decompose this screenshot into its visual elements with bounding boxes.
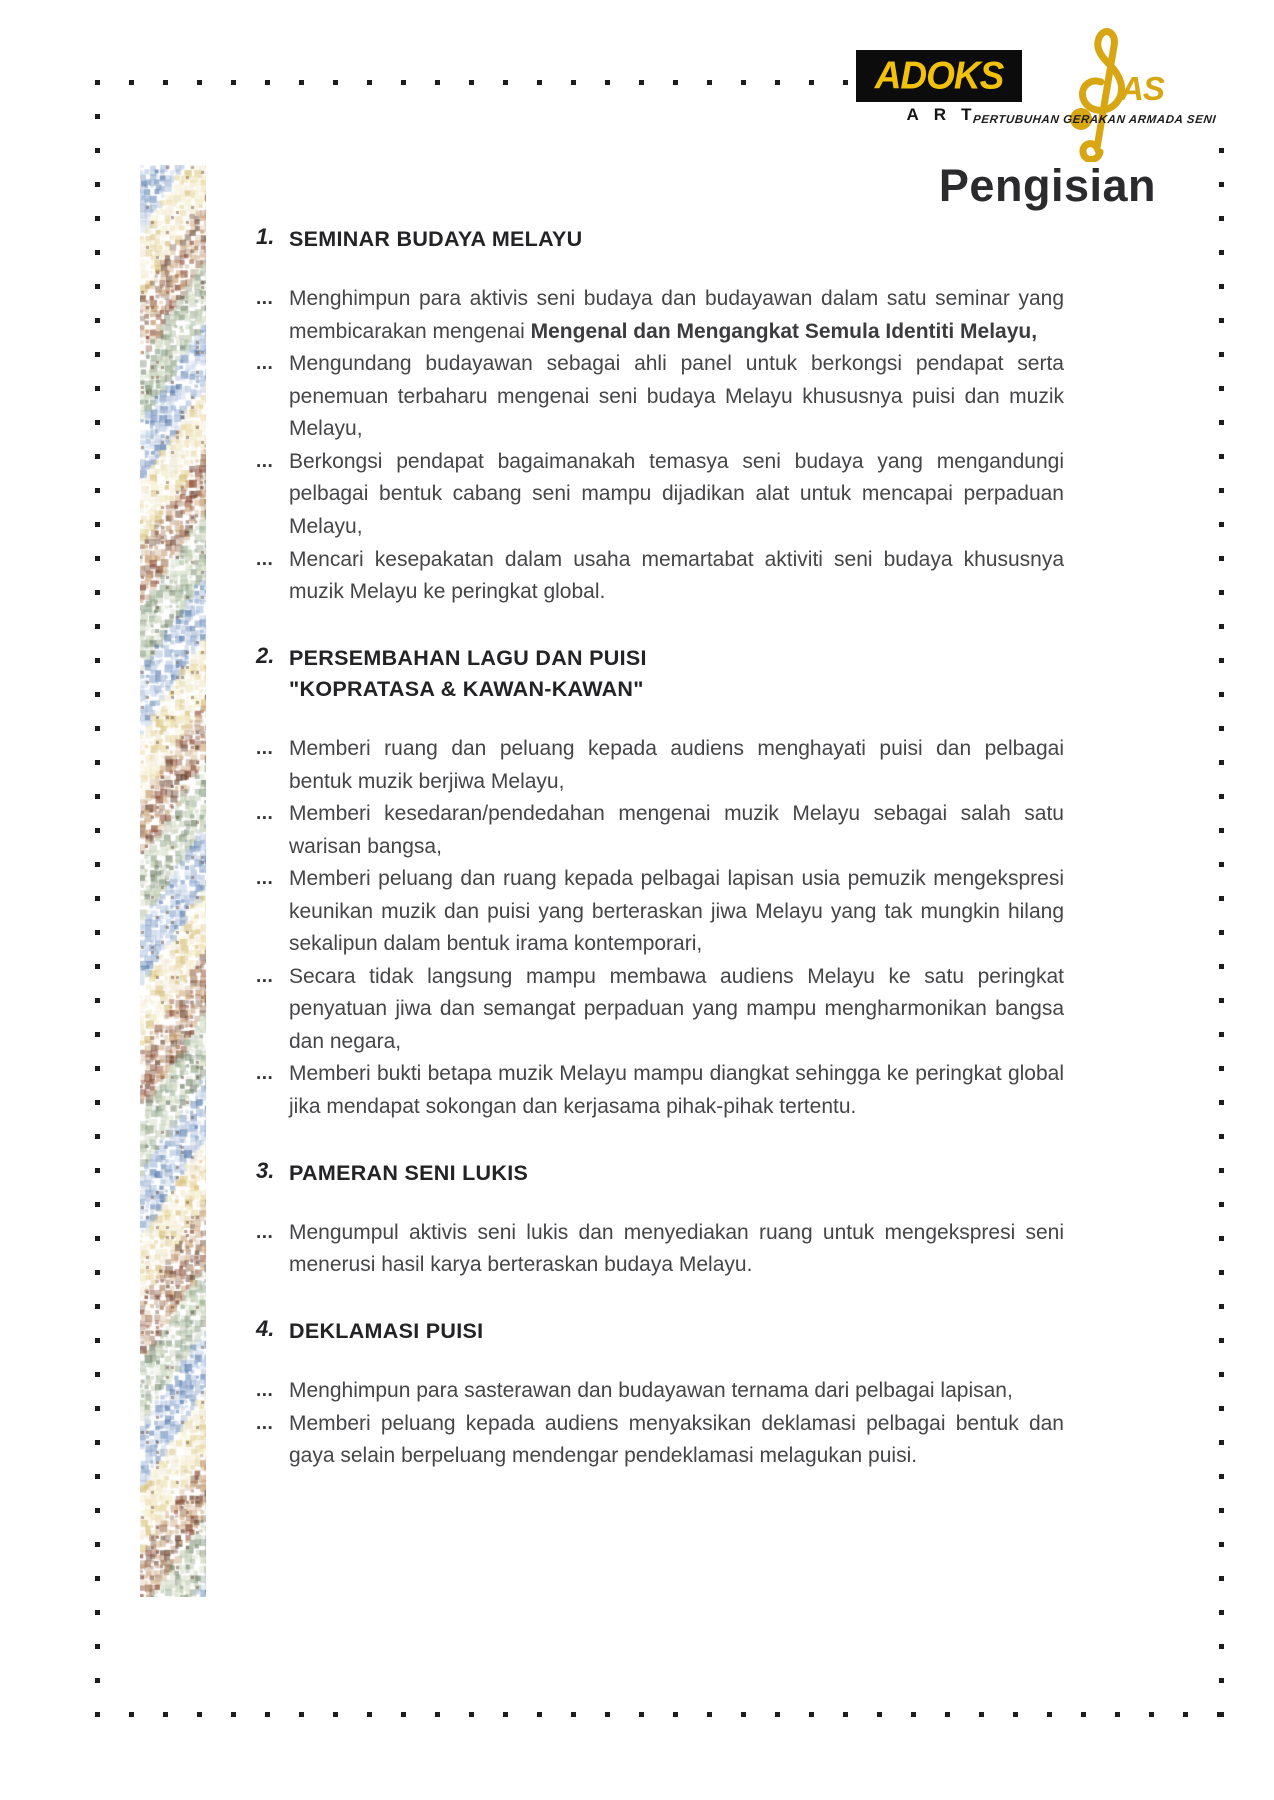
bullet-text-run: Menghimpun para aktivis seni budaya dan budayawan dalam satu seminar yang membicarakan mengenai bbox=[289, 287, 1064, 343]
bullet-marker: ... bbox=[256, 1379, 274, 1401]
bullet-marker: ... bbox=[256, 288, 274, 310]
section-2 bbox=[256, 643, 1064, 1124]
section-title bbox=[289, 643, 647, 705]
bullet-text-run: Secara tidak langsung mampu membawa audiens Melayu ke satu peringkat penyatuan jiwa dan semangat perpaduan yang mampu mengharmonikan bangsa dan negara, bbox=[289, 964, 1064, 1053]
bullet-text bbox=[289, 798, 1064, 863]
adoks-art-label: ART bbox=[906, 105, 987, 124]
list-item bbox=[256, 1058, 1064, 1123]
bullet-marker: ... bbox=[256, 353, 274, 375]
bullet-text-run: Mengundang budayawan sebagai ahli panel untuk berkongsi pendapat serta penemuan terbaharu mengenai seni budaya Melayu khususnya puisi dan muzik Melayu, bbox=[289, 352, 1064, 441]
bullet-marker: ... bbox=[256, 548, 274, 570]
section-title-line: DEKLAMASI PUISI bbox=[289, 1318, 484, 1343]
adoks-logo-box bbox=[856, 50, 1022, 102]
bullet-text-run: Memberi peluang kepada audiens menyaksikan deklamasi pelbagai bentuk dan gaya selain berpeluang mendengar pendeklamasi melagukan puisi. bbox=[289, 1411, 1064, 1468]
list-item bbox=[256, 733, 1064, 798]
bullet-text-run: Memberi ruang dan peluang kepada audiens menghayati puisi dan pelbagai bentuk muzik berjiwa Melayu, bbox=[289, 736, 1064, 793]
bullet-text bbox=[289, 446, 1064, 544]
bullet-marker: ... bbox=[256, 803, 274, 825]
list-item bbox=[256, 348, 1064, 446]
bullet-text bbox=[289, 733, 1064, 798]
section-title-line: PAMERAN SENI LUKIS bbox=[289, 1160, 529, 1185]
section-title bbox=[289, 1158, 528, 1189]
section-number: 1. bbox=[256, 224, 275, 249]
gas-abbr-text: AS bbox=[1120, 70, 1164, 107]
section-title-line: "KOPRATASA & KAWAN-KAWAN" bbox=[289, 676, 644, 701]
bullet-text bbox=[289, 1375, 1064, 1408]
section-3 bbox=[256, 1158, 1064, 1282]
section-number: 2. bbox=[256, 642, 275, 668]
list-item bbox=[256, 863, 1064, 961]
dotted-border-left bbox=[95, 80, 100, 1717]
section-title-line: SEMINAR BUDAYA MELAYU bbox=[289, 227, 583, 251]
section-number: 4. bbox=[256, 1315, 275, 1341]
bullet-text-run: Memberi kesedaran/pendedahan mengenai muzik Melayu sebagai salah satu warisan bangsa, bbox=[289, 802, 1064, 858]
section-heading bbox=[256, 224, 1064, 255]
bullet-marker: ... bbox=[256, 868, 274, 890]
bullet-marker: ... bbox=[256, 1412, 274, 1434]
bullet-text bbox=[289, 1408, 1064, 1473]
bullet-text bbox=[289, 863, 1064, 961]
left-artwork-strip bbox=[140, 165, 206, 1597]
section-title-line: PERSEMBAHAN LAGU DAN PUISI bbox=[289, 645, 647, 670]
adoks-logo-text: ADOKS bbox=[874, 53, 1004, 97]
bullet-text-run: Mengumpul aktivis seni lukis dan menyediakan ruang untuk mengekspresi seni menerusi hasil karya berteraskan budaya Melayu. bbox=[289, 1220, 1064, 1277]
dotted-border-bottom bbox=[95, 1712, 1225, 1717]
dotted-border-top bbox=[95, 80, 859, 85]
bullet-text bbox=[289, 1058, 1064, 1123]
bullet-marker: ... bbox=[256, 1063, 274, 1085]
section-heading bbox=[256, 1158, 1064, 1189]
list-item bbox=[256, 283, 1064, 348]
content-column bbox=[256, 224, 1064, 1507]
gas-caption: PERTUBUHAN GERAKAN ARMADA SENI bbox=[972, 114, 1217, 126]
section-4 bbox=[256, 1316, 1064, 1473]
list-item bbox=[256, 1408, 1064, 1473]
bullet-text bbox=[289, 1217, 1064, 1282]
bullet-text bbox=[289, 283, 1064, 348]
list-item bbox=[256, 961, 1064, 1059]
section-heading bbox=[256, 643, 1064, 705]
bullet-text bbox=[289, 348, 1064, 446]
bullet-text-bold-run: Mengenal dan Mengangkat Semula Identiti Melayu, bbox=[530, 319, 1038, 343]
section-title bbox=[289, 224, 582, 255]
gas-logo bbox=[972, 22, 1222, 132]
list-item bbox=[256, 1217, 1064, 1282]
list-item bbox=[256, 544, 1064, 609]
list-item bbox=[256, 798, 1064, 863]
section-number: 3. bbox=[256, 1157, 275, 1183]
bullet-text-run: Mencari kesepakatan dalam usaha memartabat aktiviti seni budaya khususnya muzik Melayu ke peringkat global. bbox=[289, 547, 1064, 604]
bullet-marker: ... bbox=[256, 965, 274, 987]
page-title: Pengisian bbox=[938, 160, 1156, 211]
bullet-text-run: Menghimpun para sasterawan dan budayawan ternama dari pelbagai lapisan, bbox=[289, 1378, 1013, 1402]
bullet-marker: ... bbox=[256, 450, 274, 472]
list-item bbox=[256, 1375, 1064, 1408]
bullet-marker: ... bbox=[256, 1221, 274, 1243]
bullet-text-run: Berkongsi pendapat bagaimanakah temasya seni budaya yang mengandungi pelbagai bentuk cabang seni mampu dijadikan alat untuk mencapai perpaduan Melayu, bbox=[289, 449, 1064, 538]
dotted-border-right bbox=[1219, 148, 1224, 1718]
bullet-text bbox=[289, 961, 1064, 1059]
section-heading bbox=[256, 1316, 1064, 1347]
bullet-text-run: Memberi bukti betapa muzik Melayu mampu diangkat sehingga ke peringkat global jika mendapat sokongan dan kerjasama pihak-pihak tertentu. bbox=[289, 1062, 1064, 1118]
bullet-text bbox=[289, 544, 1064, 609]
bullet-marker: ... bbox=[256, 737, 274, 759]
section-1 bbox=[256, 224, 1064, 609]
list-item bbox=[256, 446, 1064, 544]
section-title bbox=[289, 1316, 483, 1347]
bullet-text-run: Memberi peluang dan ruang kepada pelbagai lapisan usia pemuzik mengekspresi keunikan muzik dan puisi yang berteraskan jiwa Melayu yang tak mungkin hilang sekalipun dalam bentuk irama kontemporari, bbox=[289, 867, 1064, 956]
